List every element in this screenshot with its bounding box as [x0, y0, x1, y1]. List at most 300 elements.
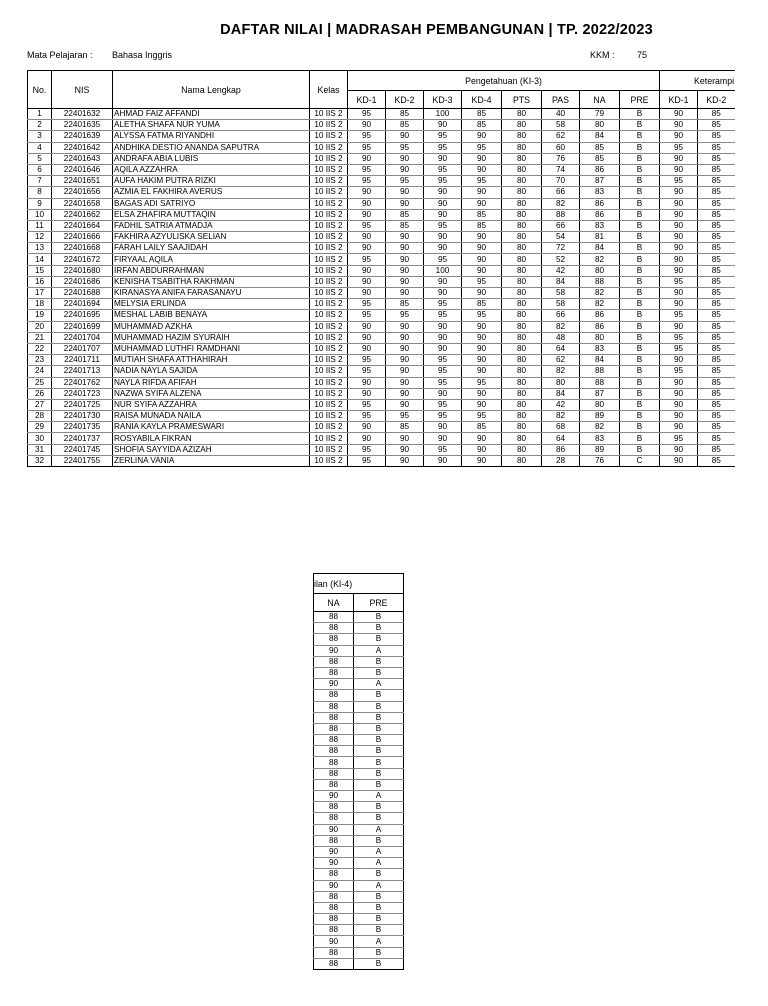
cell-kd4: 95: [462, 411, 502, 422]
cell-pre: B: [620, 209, 660, 220]
table-row: [314, 735, 404, 746]
header-na: NA: [580, 91, 620, 109]
table-row: [28, 377, 735, 388]
cell-no: 1: [28, 109, 52, 120]
cell-ket-na: 88: [314, 656, 354, 667]
cell-pre: B: [620, 377, 660, 388]
table-row: [28, 265, 735, 276]
cell-kelas: 10 IIS 2: [310, 444, 348, 455]
cell-ket-pre: B: [354, 802, 404, 813]
cell-ket-na: 88: [314, 746, 354, 757]
cell-pas: 58: [542, 299, 580, 310]
cell-pts: 80: [502, 109, 542, 120]
grades-table: [27, 70, 735, 467]
cell-kd1: 95: [348, 399, 386, 410]
cell-na: 86: [580, 198, 620, 209]
cell-ket-na: 88: [314, 634, 354, 645]
cell-nama: NUR SYIFA AZZAHRA: [113, 399, 310, 410]
cell-kd3: 90: [424, 455, 462, 466]
cell-kd3: 90: [424, 198, 462, 209]
cell-ket-pre: B: [354, 958, 404, 969]
cell-kd4: 85: [462, 209, 502, 220]
cell-kd1: 95: [348, 310, 386, 321]
cell-kd2: 90: [386, 164, 424, 175]
cell-nis: 22401664: [52, 220, 113, 231]
cell-kelas: 10 IIS 2: [310, 377, 348, 388]
cell-kd2: 95: [386, 176, 424, 187]
cell-kd4: 95: [462, 142, 502, 153]
cell-kd1: 90: [348, 209, 386, 220]
cell-ket-na: 88: [314, 723, 354, 734]
cell-nama: AZMIA EL FAKHIRA AVERUS: [113, 187, 310, 198]
table-row: [28, 399, 735, 410]
cell-kd2: 85: [386, 220, 424, 231]
cell-na: 88: [580, 377, 620, 388]
cell-kd1: 90: [348, 243, 386, 254]
cell-ket-kd2: 85: [698, 109, 735, 120]
cell-ket-kd1: 90: [660, 422, 698, 433]
cell-kd4: 90: [462, 321, 502, 332]
cell-pre: B: [620, 142, 660, 153]
cell-kelas: 10 IIS 2: [310, 198, 348, 209]
cell-kd2: 90: [386, 254, 424, 265]
cell-ket-pre: A: [354, 679, 404, 690]
cell-kelas: 10 IIS 2: [310, 276, 348, 287]
cell-kd1: 95: [348, 444, 386, 455]
cell-pas: 82: [542, 198, 580, 209]
cell-kelas: 10 IIS 2: [310, 299, 348, 310]
cell-nama: FARAH LAILY SAAJIDAH: [113, 243, 310, 254]
cell-pre: B: [620, 176, 660, 187]
table-row: [314, 656, 404, 667]
cell-kd1: 95: [348, 109, 386, 120]
cell-nama: MESHAL LABIB BENAYA: [113, 310, 310, 321]
cell-ket-na: 90: [314, 936, 354, 947]
cell-na: 86: [580, 164, 620, 175]
cell-nis: 22401699: [52, 321, 113, 332]
cell-kd3: 90: [424, 288, 462, 299]
cell-kelas: 10 IIS 2: [310, 209, 348, 220]
cell-na: 85: [580, 142, 620, 153]
cell-ket-pre: B: [354, 757, 404, 768]
table-row: [314, 802, 404, 813]
cell-ket-pre: A: [354, 858, 404, 869]
table-row: [314, 902, 404, 913]
cell-pts: 80: [502, 377, 542, 388]
cell-pas: 70: [542, 176, 580, 187]
cell-pts: 80: [502, 399, 542, 410]
cell-na: 80: [580, 399, 620, 410]
cell-pts: 80: [502, 232, 542, 243]
cell-ket-kd1: 90: [660, 254, 698, 265]
cell-pre: B: [620, 288, 660, 299]
cell-kd3: 95: [424, 310, 462, 321]
cell-na: 81: [580, 232, 620, 243]
cell-ket-kd2: 85: [698, 388, 735, 399]
cell-ket-kd1: 95: [660, 343, 698, 354]
cell-kd1: 95: [348, 299, 386, 310]
cell-kelas: 10 IIS 2: [310, 455, 348, 466]
cell-ket-na: 88: [314, 779, 354, 790]
cell-pas: 82: [542, 411, 580, 422]
cell-ket-pre: A: [354, 645, 404, 656]
cell-kelas: 10 IIS 2: [310, 164, 348, 175]
cell-ket-na: 88: [314, 757, 354, 768]
cell-ket-kd2: 85: [698, 232, 735, 243]
cell-kd3: 90: [424, 232, 462, 243]
table-row: [314, 958, 404, 969]
cell-kelas: 10 IIS 2: [310, 220, 348, 231]
cell-pre: B: [620, 321, 660, 332]
cell-ket-kd2: 85: [698, 343, 735, 354]
header-no: No.: [28, 71, 52, 109]
cell-ket-pre: A: [354, 936, 404, 947]
cell-kd4: 90: [462, 288, 502, 299]
cell-pas: 72: [542, 243, 580, 254]
header-kd2: KD-2: [386, 91, 424, 109]
cell-kd4: 90: [462, 164, 502, 175]
cell-ket-kd1: 95: [660, 310, 698, 321]
cell-kd1: 90: [348, 422, 386, 433]
cell-nama: RAISA MUNADA NAILA: [113, 411, 310, 422]
cell-no: 28: [28, 411, 52, 422]
table-row: [28, 176, 735, 187]
cell-kd2: 95: [386, 142, 424, 153]
table-row: [28, 209, 735, 220]
cell-kelas: 10 IIS 2: [310, 153, 348, 164]
cell-no: 14: [28, 254, 52, 265]
cell-nis: 22401686: [52, 276, 113, 287]
cell-kd4: 90: [462, 343, 502, 354]
cell-no: 24: [28, 366, 52, 377]
cell-ket-pre: B: [354, 623, 404, 634]
cell-pas: 66: [542, 310, 580, 321]
cell-kd3: 90: [424, 276, 462, 287]
cell-ket-kd1: 90: [660, 355, 698, 366]
cell-nis: 22401707: [52, 343, 113, 354]
cell-nis: 22401662: [52, 209, 113, 220]
cell-ket-kd2: 85: [698, 220, 735, 231]
table-row: [314, 712, 404, 723]
cell-kd4: 90: [462, 265, 502, 276]
cell-pre: B: [620, 120, 660, 131]
cell-kd1: 90: [348, 153, 386, 164]
cell-ket-na: 88: [314, 690, 354, 701]
cell-pas: 58: [542, 288, 580, 299]
cell-nama: NADIA NAYLA SAJIDA: [113, 366, 310, 377]
cell-no: 22: [28, 343, 52, 354]
cell-pts: 80: [502, 276, 542, 287]
cell-nis: 22401745: [52, 444, 113, 455]
cell-kd3: 95: [424, 444, 462, 455]
cell-ket-kd1: 90: [660, 109, 698, 120]
table-row: [28, 411, 735, 422]
cell-kd2: 90: [386, 343, 424, 354]
cell-no: 16: [28, 276, 52, 287]
cell-no: 25: [28, 377, 52, 388]
cell-ket-kd1: 90: [660, 288, 698, 299]
cell-ket-na: 90: [314, 791, 354, 802]
cell-ket-kd2: 85: [698, 142, 735, 153]
cell-no: 10: [28, 209, 52, 220]
cell-kd2: 90: [386, 433, 424, 444]
cell-kd1: 90: [348, 433, 386, 444]
table-row: [314, 757, 404, 768]
cell-kd3: 95: [424, 142, 462, 153]
cell-nis: 22401635: [52, 120, 113, 131]
cell-kd1: 90: [348, 343, 386, 354]
cell-ket-na: 88: [314, 802, 354, 813]
header-nis: NIS: [52, 71, 113, 109]
cell-ket-na: 88: [314, 869, 354, 880]
cell-ket-kd2: 85: [698, 265, 735, 276]
cell-kd4: 90: [462, 433, 502, 444]
cell-kd2: 90: [386, 276, 424, 287]
cell-pre: B: [620, 299, 660, 310]
cell-nis: 22401688: [52, 288, 113, 299]
cell-pts: 80: [502, 254, 542, 265]
cell-kd4: 95: [462, 377, 502, 388]
cell-nama: AUFA HAKIM PUTRA RIZKI: [113, 176, 310, 187]
cell-ket-pre: B: [354, 656, 404, 667]
cell-ket-pre: B: [354, 869, 404, 880]
cell-nama: ALETHA SHAFA NUR YUMA: [113, 120, 310, 131]
cell-ket-na: 88: [314, 947, 354, 958]
cell-kd2: 90: [386, 332, 424, 343]
cell-kelas: 10 IIS 2: [310, 411, 348, 422]
cell-kd1: 90: [348, 332, 386, 343]
header-nama: Nama Lengkap: [113, 71, 310, 109]
cell-pas: 64: [542, 343, 580, 354]
cell-nis: 22401755: [52, 455, 113, 466]
table-row: [28, 120, 735, 131]
cell-kd4: 95: [462, 276, 502, 287]
cell-pas: 64: [542, 433, 580, 444]
cell-kelas: 10 IIS 2: [310, 109, 348, 120]
cell-na: 82: [580, 288, 620, 299]
cell-pre: B: [620, 187, 660, 198]
cell-ket-na: 90: [314, 846, 354, 857]
cell-na: 85: [580, 153, 620, 164]
header-ket-kd2: KD-2: [698, 91, 735, 109]
cell-na: 80: [580, 265, 620, 276]
cell-nis: 22401642: [52, 142, 113, 153]
cell-kd4: 85: [462, 422, 502, 433]
cell-no: 21: [28, 332, 52, 343]
cell-ket-kd1: 90: [660, 444, 698, 455]
cell-kd2: 85: [386, 209, 424, 220]
cell-pre: B: [620, 388, 660, 399]
header-kd3: KD-3: [424, 91, 462, 109]
table-row: [28, 131, 735, 142]
cell-ket-kd2: 85: [698, 176, 735, 187]
cell-ket-pre: B: [354, 914, 404, 925]
cell-kd1: 90: [348, 276, 386, 287]
cell-ket-na: 88: [314, 701, 354, 712]
cell-kd4: 90: [462, 444, 502, 455]
cell-pas: 54: [542, 232, 580, 243]
cell-pas: 66: [542, 220, 580, 231]
cell-nama: IRFAN ABDURRAHMAN: [113, 265, 310, 276]
cell-pas: 66: [542, 187, 580, 198]
cell-ket-kd2: 85: [698, 377, 735, 388]
cell-nama: MUHAMMAD AZKHA: [113, 321, 310, 332]
cell-ket-kd1: 95: [660, 366, 698, 377]
cell-nis: 22401704: [52, 332, 113, 343]
header-pas: PAS: [542, 91, 580, 109]
cell-pts: 80: [502, 176, 542, 187]
table-row: [28, 220, 735, 231]
cell-pre: B: [620, 444, 660, 455]
table-row: [314, 846, 404, 857]
cell-nama: KIRANASYA ANIFA FARASANAYU: [113, 288, 310, 299]
cell-pts: 80: [502, 142, 542, 153]
cell-ket-pre: B: [354, 723, 404, 734]
cell-kd2: 95: [386, 411, 424, 422]
cell-ket-kd1: 90: [660, 209, 698, 220]
cell-no: 12: [28, 232, 52, 243]
cell-nis: 22401694: [52, 299, 113, 310]
cell-pas: 82: [542, 321, 580, 332]
cell-ket-kd1: 90: [660, 220, 698, 231]
cell-kd4: 90: [462, 243, 502, 254]
cell-kd2: 90: [386, 388, 424, 399]
cell-na: 82: [580, 299, 620, 310]
cell-pts: 80: [502, 388, 542, 399]
kkm-label: KKM :: [590, 50, 615, 60]
table-row: [28, 422, 735, 433]
cell-ket-kd1: 95: [660, 176, 698, 187]
table-row: [28, 142, 735, 153]
cell-nis: 22401643: [52, 153, 113, 164]
table-row: [28, 455, 735, 466]
cell-kelas: 10 IIS 2: [310, 232, 348, 243]
cell-ket-kd2: 85: [698, 455, 735, 466]
cell-kd3: 95: [424, 399, 462, 410]
table-row: [28, 444, 735, 455]
cell-nama: MELYSIA ERLINDA: [113, 299, 310, 310]
cell-kd3: 90: [424, 422, 462, 433]
cell-ket-na: 88: [314, 891, 354, 902]
cell-nis: 22401711: [52, 355, 113, 366]
table-row: [28, 153, 735, 164]
cell-nis: 22401723: [52, 388, 113, 399]
cell-no: 4: [28, 142, 52, 153]
cell-ket-pre: B: [354, 735, 404, 746]
header-kd4: KD-4: [462, 91, 502, 109]
cell-pas: 82: [542, 366, 580, 377]
cell-kelas: 10 IIS 2: [310, 310, 348, 321]
cell-ket-pre: B: [354, 746, 404, 757]
cell-nama: AQILA AZZAHRA: [113, 164, 310, 175]
cell-kd4: 90: [462, 366, 502, 377]
cell-no: 11: [28, 220, 52, 231]
table-row: [28, 164, 735, 175]
cell-pts: 80: [502, 164, 542, 175]
cell-ket-kd1: 95: [660, 142, 698, 153]
cell-kelas: 10 IIS 2: [310, 399, 348, 410]
cell-kd1: 90: [348, 388, 386, 399]
cell-pas: 52: [542, 254, 580, 265]
cell-kelas: 10 IIS 2: [310, 176, 348, 187]
cell-nama: ROSYABILA FIKRAN: [113, 433, 310, 444]
cell-nis: 22401762: [52, 377, 113, 388]
cell-kd2: 90: [386, 153, 424, 164]
cell-kd2: 90: [386, 366, 424, 377]
cell-kd1: 90: [348, 120, 386, 131]
cell-pas: 84: [542, 388, 580, 399]
table-row: [314, 880, 404, 891]
header-ket-na: NA: [314, 594, 354, 612]
table-row: [314, 813, 404, 824]
cell-pts: 80: [502, 220, 542, 231]
table-row: [28, 276, 735, 287]
table-row: [314, 679, 404, 690]
cell-nama: FIRYAAL AQILA: [113, 254, 310, 265]
cell-ket-kd2: 85: [698, 243, 735, 254]
cell-kd2: 90: [386, 321, 424, 332]
cell-ket-pre: B: [354, 701, 404, 712]
cell-ket-pre: B: [354, 779, 404, 790]
cell-nis: 22401695: [52, 310, 113, 321]
cell-ket-kd2: 85: [698, 366, 735, 377]
cell-nis: 22401651: [52, 176, 113, 187]
cell-pre: B: [620, 164, 660, 175]
cell-pas: 42: [542, 399, 580, 410]
cell-kd4: 90: [462, 232, 502, 243]
cell-ket-na: 88: [314, 813, 354, 824]
header-ket-continued: ilan (KI-4): [314, 574, 404, 594]
cell-ket-kd2: 85: [698, 299, 735, 310]
cell-ket-na: 88: [314, 914, 354, 925]
cell-kd1: 95: [348, 455, 386, 466]
cell-pas: 62: [542, 355, 580, 366]
table-row: [314, 914, 404, 925]
table-row: [28, 288, 735, 299]
cell-kd4: 90: [462, 153, 502, 164]
cell-pts: 80: [502, 310, 542, 321]
cell-na: 82: [580, 422, 620, 433]
cell-kd4: 95: [462, 310, 502, 321]
cell-na: 89: [580, 444, 620, 455]
cell-pre: B: [620, 422, 660, 433]
cell-na: 86: [580, 209, 620, 220]
cell-ket-kd2: 85: [698, 131, 735, 142]
table-row: [28, 433, 735, 444]
cell-ket-na: 88: [314, 835, 354, 846]
table-row: [314, 947, 404, 958]
cell-kd4: 85: [462, 120, 502, 131]
cell-na: 83: [580, 433, 620, 444]
cell-pre: B: [620, 433, 660, 444]
cell-kelas: 10 IIS 2: [310, 265, 348, 276]
cell-pts: 80: [502, 321, 542, 332]
cell-ket-kd1: 90: [660, 187, 698, 198]
cell-kd3: 95: [424, 254, 462, 265]
cell-pre: B: [620, 232, 660, 243]
cell-no: 27: [28, 399, 52, 410]
cell-kd4: 90: [462, 187, 502, 198]
cell-kd2: 90: [386, 265, 424, 276]
cell-na: 76: [580, 455, 620, 466]
cell-ket-kd2: 85: [698, 288, 735, 299]
cell-pts: 80: [502, 332, 542, 343]
table-row: [28, 332, 735, 343]
cell-kd1: 95: [348, 176, 386, 187]
cell-kelas: 10 IIS 2: [310, 142, 348, 153]
table-row: [314, 858, 404, 869]
cell-kd1: 90: [348, 288, 386, 299]
